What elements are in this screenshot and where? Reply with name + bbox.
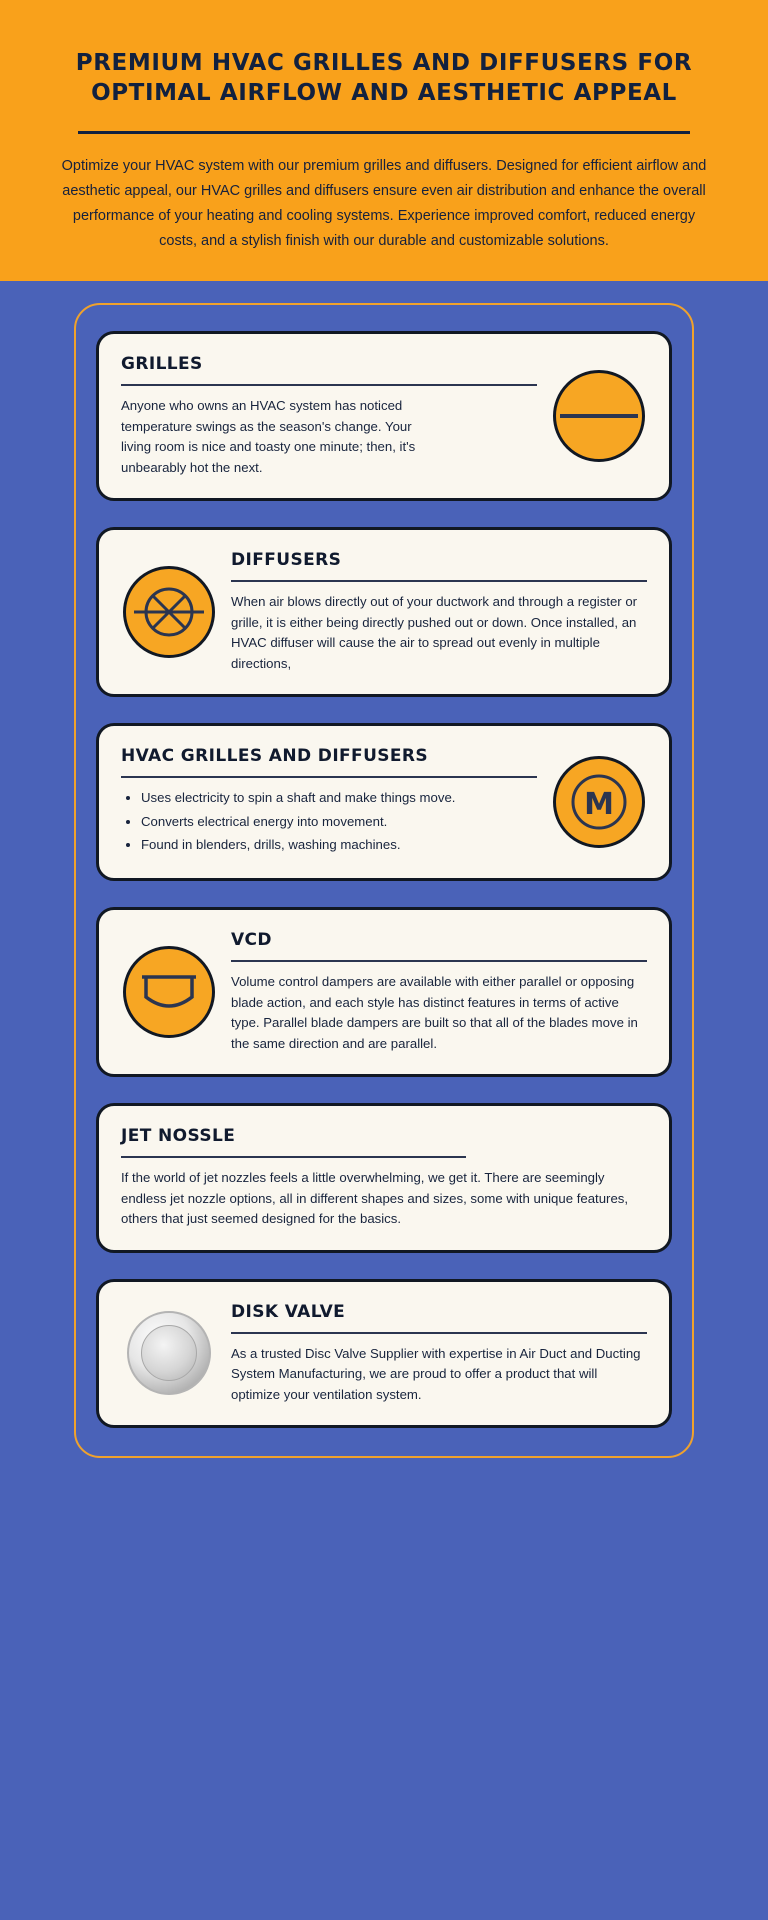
header-divider: [78, 131, 690, 134]
card-title: VCD: [231, 930, 272, 951]
card-title: DISK VALVE: [231, 1301, 346, 1322]
motor-m-circle-icon: [551, 754, 647, 850]
card-divider: [231, 960, 647, 962]
card-title: DIFFUSERS: [231, 550, 342, 571]
card-hvac-grilles-and-diffusers: [96, 723, 672, 881]
disk-valve-art: [127, 1311, 211, 1395]
card-disk-valve: [96, 1279, 672, 1428]
grille-circle-icon: [551, 368, 647, 464]
card-divider: [121, 776, 537, 778]
card-body: [121, 788, 537, 855]
disk-valve-inner: [141, 1325, 197, 1381]
card-body: Volume control dampers are available with either parallel or opposing blade action, and each style has distinct features in terms of active type. Parallel blade dampers are built so that all of the blades move in the same direction and are parallel.: [231, 974, 638, 1051]
card-text: [121, 354, 537, 478]
header: [0, 0, 768, 281]
bullet-list: [121, 788, 537, 855]
card-title: GRILLES: [121, 354, 203, 375]
header-intro-text: Optimize your HVAC system with our premium grilles and diffusers. Designed for efficient airflow and aesthetic appeal, our HVAC grilles and diffusers ensure even air distribution and enhance the overall performance of your heating and cooling systems. Experience improved comfort, reduced energy costs, and a stylish finish with our durable and customizable solutions.: [61, 157, 707, 249]
card-body: Anyone who owns an HVAC system has noticed temperature swings as the season's change. Your living room is nice and toasty one minute; then, it's unbearably hot the next.: [121, 398, 416, 475]
card-text: [121, 1126, 647, 1229]
diffuser-cross-circle-icon: [121, 564, 217, 660]
card-grilles: [96, 331, 672, 501]
card-text: [231, 1302, 647, 1405]
list-item: • Converts electrical energy into movement.: [141, 812, 537, 832]
damper-icon-art: [126, 949, 212, 1035]
damper-circle-icon: [121, 944, 217, 1040]
motor-icon-art: [556, 759, 642, 845]
card-vcd: [96, 907, 672, 1077]
card-title: HVAC GRILLES AND DIFFUSERS: [121, 746, 429, 767]
card-divider: [231, 1332, 647, 1334]
card-divider: [231, 580, 647, 582]
card-text: [231, 930, 647, 1054]
card-text: [231, 550, 647, 674]
svg-text:M: M: [584, 787, 614, 823]
card-divider: [121, 1156, 466, 1158]
grille-icon-art: [556, 373, 642, 459]
list-item: • Found in blenders, drills, washing machines.: [141, 835, 537, 855]
card-divider: [121, 384, 537, 386]
card-body: As a trusted Disc Valve Supplier with expertise in Air Duct and Ducting System Manufacturing, we are proud to offer a product that will optimize your ventilation system.: [231, 1345, 641, 1402]
card-diffusers: [96, 527, 672, 697]
card-body: If the world of jet nozzles feels a little overwhelming, we get it. There are seemingly endless jet nozzle options, all in different shapes and sizes, some with unique features, others that just seemed designed for the basics.: [121, 1170, 629, 1227]
list-item: • Uses electricity to spin a shaft and make things move.: [141, 788, 537, 808]
card-text: [121, 746, 537, 858]
card-jet-nossle: [96, 1103, 672, 1252]
disk-valve-icon: [121, 1305, 217, 1401]
diffuser-icon-art: [126, 569, 212, 655]
page-title: PREMIUM HVAC GRILLES AND DIFFUSERS FOR OPTIMAL AIRFLOW AND AESTHETIC APPEAL: [75, 50, 693, 107]
card-title: JET NOSSLE: [121, 1126, 236, 1147]
card-body: When air blows directly out of your ductwork and through a register or grille, it is either being directly pushed out or down. Once installed, an HVAC diffuser will cause the air to spread out evenly in multiple directions,: [231, 594, 638, 671]
content-area: [0, 281, 768, 1502]
content-frame: [74, 303, 694, 1458]
